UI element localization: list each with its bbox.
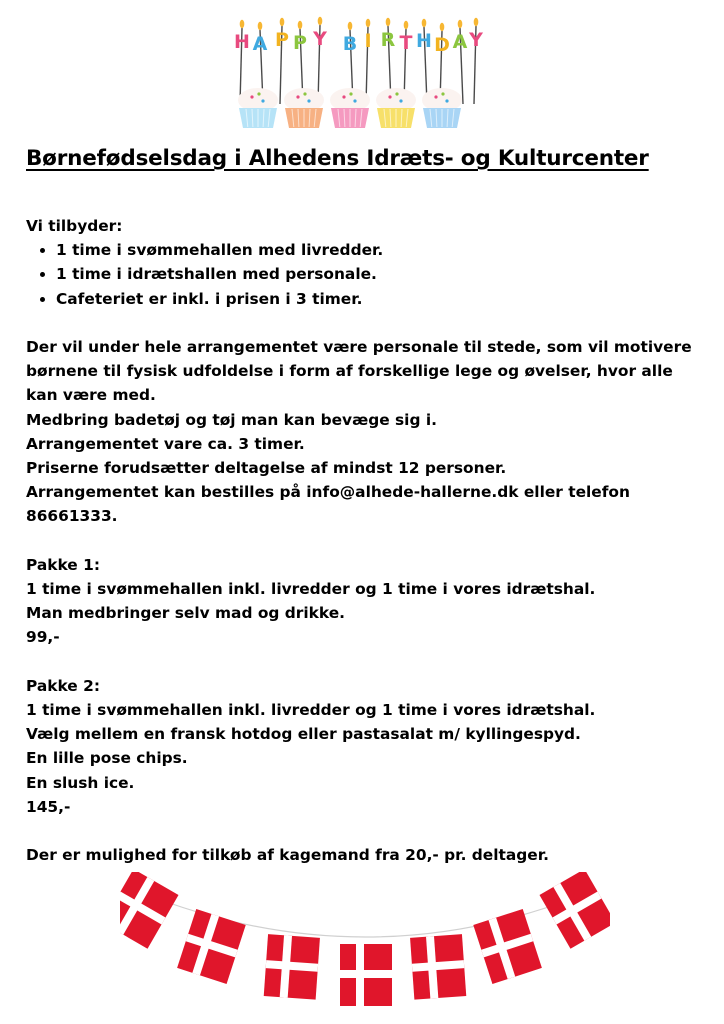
danish-flag [539, 872, 610, 949]
banner-letter: R [380, 29, 396, 51]
package1-line: 1 time i svømmehallen inkl. livredder og 1 time i vores idrætshal. [26, 580, 596, 599]
banner-letter: P [275, 29, 289, 51]
package2-line: En lille pose chips. [26, 749, 188, 768]
banner-letter: D [434, 34, 450, 56]
banner-letter: T [399, 32, 413, 54]
danish-flag [120, 872, 179, 949]
package2-heading: Pakke 2: [26, 676, 100, 695]
banner-letter: P [293, 32, 307, 54]
package2-line: Vælg mellem en fransk hotdog eller pastasalat m/ kyllingespyd. [26, 725, 581, 744]
danish-flag-garland-image [120, 872, 610, 1016]
package2-line: En slush ice. [26, 773, 135, 792]
danish-flag [340, 944, 392, 1006]
info-line: Medbring badetøj og tøj man kan bevæge sig i. [26, 410, 437, 429]
package2-price: 145,- [26, 797, 71, 816]
package1-line: Man medbringer selv mad og drikke. [26, 604, 345, 623]
banner-letter: A [252, 33, 268, 55]
package1-price: 99,- [26, 628, 60, 647]
booking-info: Arrangementet kan bestilles på info@alhede-hallerne.dk eller telefon 86661333. [26, 483, 630, 526]
happy-birthday-banner-image [228, 8, 488, 132]
banner-letter: H [234, 31, 250, 53]
footer-note: Der er mulighed for tilkøb af kagemand fra 20,- pr. deltager. [26, 846, 549, 865]
banner-letter: B [342, 33, 358, 55]
danish-flag [264, 934, 320, 999]
offer-item: • 1 time i svømmehallen med livredder. [56, 238, 698, 262]
offer-item: • Cafeteriet er inkl. i prisen i 3 timer. [56, 287, 698, 311]
document-body [26, 214, 698, 867]
banner-letter: H [416, 30, 432, 52]
package1-heading: Pakke 1: [26, 555, 100, 574]
package2-line: 1 time i svømmehallen inkl. livredder og 1 time i vores idrætshal. [26, 701, 596, 720]
info-paragraph: Der vil under hele arrangementet være personale til stede, som vil motivere børnene til fysisk udfoldelse i form af forskellige lege og øvelser, hvor alle kan være med. [26, 338, 692, 405]
page-title: Børnefødselsdag i Alhedens Idræts- og Kulturcenter [26, 146, 649, 171]
danish-flag [410, 934, 466, 999]
info-line: Arrangementet vare ca. 3 timer. [26, 434, 305, 453]
banner-letter: I [364, 30, 372, 52]
info-line: Priserne forudsætter deltagelse af mindst 12 personer. [26, 459, 507, 478]
banner-letter: Y [313, 28, 327, 50]
offer-heading: Vi tilbyder: [26, 217, 123, 235]
offer-item: • 1 time i idrætshallen med personale. [56, 262, 698, 286]
banner-letter: A [452, 31, 468, 53]
danish-flag [473, 909, 542, 984]
offer-list [26, 238, 698, 311]
banner-letter: Y [469, 29, 483, 51]
danish-flag [177, 909, 246, 984]
